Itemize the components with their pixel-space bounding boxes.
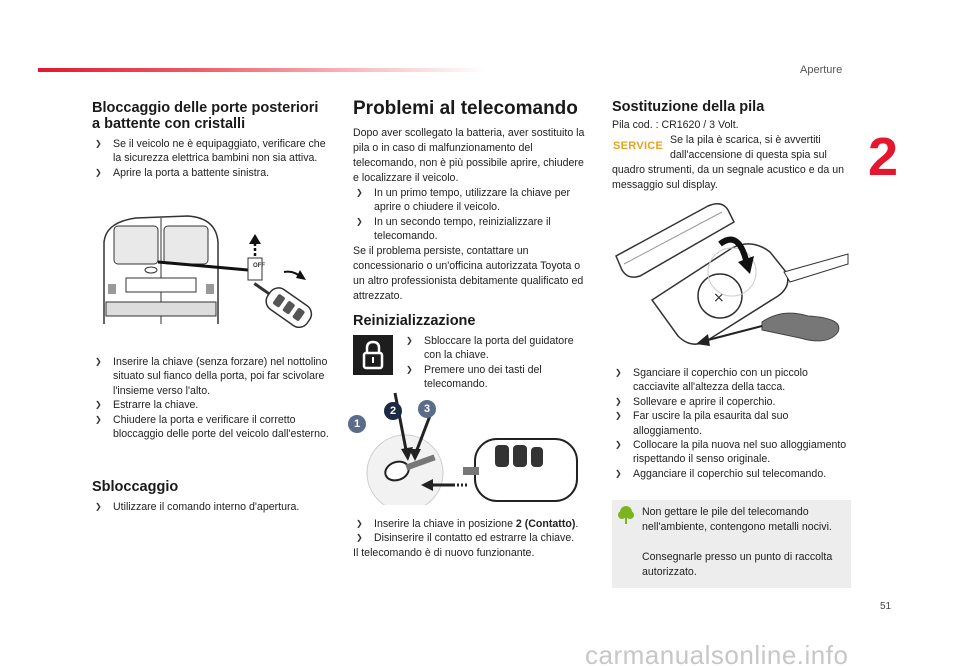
list-item: ❯ Sganciare il coperchio con un piccolo cacciavite all'altezza della tacca. bbox=[612, 366, 852, 395]
list-item: ❯ Far uscire la pila esaurita dal suo alloggiamento. bbox=[612, 409, 852, 438]
ignition-key-illustration bbox=[345, 385, 585, 505]
service-label: SERVICE bbox=[613, 140, 664, 152]
list-item bbox=[353, 517, 598, 531]
page-number: 51 bbox=[880, 601, 892, 612]
list-item: ❯ Collocare la pila nuova nel suo alloggiamento rispettando il senso originale. bbox=[612, 438, 852, 467]
ignition-step-prefix: Inserire la chiave in posizione bbox=[374, 518, 516, 530]
list-item: ❯ Disinserire il contatto ed estrarre la chiave. bbox=[353, 531, 598, 545]
header-accent-bar bbox=[38, 68, 488, 72]
service-warning-icon bbox=[613, 136, 664, 156]
svg-text:×: × bbox=[713, 290, 725, 306]
rear-doors-title bbox=[92, 100, 342, 132]
list-item: ❯ Inserire la chiave (senza forzare) nel nottolino situato sul fianco della porta, poi far scivolare l'insieme verso l'alto. bbox=[92, 355, 332, 398]
rear-doors-title-line2: a battente con cristalli bbox=[92, 116, 246, 132]
eco-note-line1: Non gettare le pile del telecomando nell'ambiente, contengono metalli nocivi. bbox=[642, 506, 832, 533]
remote-problems-body bbox=[353, 126, 589, 304]
reinit-title: Reinizializzazione bbox=[353, 313, 476, 329]
battery-spec: Pila cod. : CR1620 / 3 Volt. bbox=[612, 119, 739, 131]
list-item: ❯ Se il veicolo ne è equipaggiato, verificare che la sicurezza elettrica bambini non sia attiva. bbox=[92, 137, 332, 166]
final-note: Il telecomando è di nuovo funzionante. bbox=[353, 546, 535, 559]
remote-note: Se il problema persiste, contattare un concessionario o un'officina autorizzata Toyota o un altro professionista debitamente qualificato ed attrezzato. bbox=[353, 244, 584, 302]
eco-note-line2: Consegnarle presso un punto di raccolta autorizzato. bbox=[642, 551, 833, 578]
list-item: ❯ Agganciare il coperchio sul telecomando. bbox=[612, 467, 852, 481]
list-item: ❯ Aprire la porta a battente sinistra. bbox=[92, 166, 332, 180]
rear-doors-steps-a bbox=[92, 137, 332, 180]
section-label: Aperture bbox=[800, 64, 843, 76]
off-label: OFF bbox=[253, 263, 265, 269]
list-item: ❯ In un primo tempo, utilizzare la chiave per aprire o chiudere il veicolo. bbox=[353, 186, 589, 215]
list-item: ❯ In un secondo tempo, reinizializzare il telecomando. bbox=[353, 215, 589, 244]
marker-1: 1 bbox=[348, 415, 366, 433]
list-item: ❯ Utilizzare il comando interno d'apertura. bbox=[92, 500, 332, 514]
watermark: carmanualsonline.info bbox=[585, 640, 849, 666]
remote-steps bbox=[353, 186, 589, 244]
leaf-icon bbox=[617, 505, 635, 525]
rear-doors-steps-b bbox=[92, 355, 332, 441]
battery-replacement-illustration bbox=[612, 200, 852, 360]
ignition-step-suffix: . bbox=[575, 518, 579, 530]
list-item: ❯ Estrarre la chiave. bbox=[92, 398, 332, 412]
lock-icon bbox=[353, 335, 393, 375]
marker-2: 2 bbox=[384, 402, 402, 420]
list-item: ❯ Chiudere la porta e verificare il corretto bloccaggio delle porte del veicolo dall'esterno. bbox=[92, 413, 332, 442]
ignition-step-position: 2 (Contatto) bbox=[515, 518, 576, 530]
list-item: ❯ Sollevare e aprire il coperchio. bbox=[612, 395, 852, 409]
unlock-steps bbox=[92, 500, 332, 514]
chapter-number: 2 bbox=[868, 127, 899, 187]
remote-intro: Dopo aver scollegato la batteria, aver sostituito la pila o in caso di malfunzionamento del telecomando, non è più possibile aprire, chiudere e localizzare il veicolo. bbox=[353, 127, 585, 184]
marker-3: 3 bbox=[418, 400, 436, 418]
rear-doors-title-line1: Bloccaggio delle porte posteriori bbox=[92, 100, 319, 116]
rear-door-illustration bbox=[96, 212, 326, 330]
remote-problems-title: Problemi al telecomando bbox=[353, 98, 578, 119]
warning-first: Se la pila è scarica, si è avvertiti bbox=[670, 134, 821, 146]
warning-second: dall'accensione di questa spia sul bbox=[670, 149, 827, 161]
ignition-block bbox=[353, 517, 598, 561]
battery-steps bbox=[612, 366, 852, 481]
ignition-steps bbox=[353, 517, 598, 546]
list-item: ❯ Sbloccare la porta del guidatore con la chiave. bbox=[403, 334, 593, 363]
unlock-title: Sbloccaggio bbox=[92, 479, 179, 495]
battery-title: Sostituzione della pila bbox=[612, 99, 765, 115]
reinit-steps bbox=[403, 334, 593, 392]
list-item: ❯ Premere uno dei tasti del telecomando. bbox=[403, 363, 593, 392]
warning-rest: quadro strumenti, da un segnale acustico e da un messaggio sul display. bbox=[612, 164, 845, 191]
